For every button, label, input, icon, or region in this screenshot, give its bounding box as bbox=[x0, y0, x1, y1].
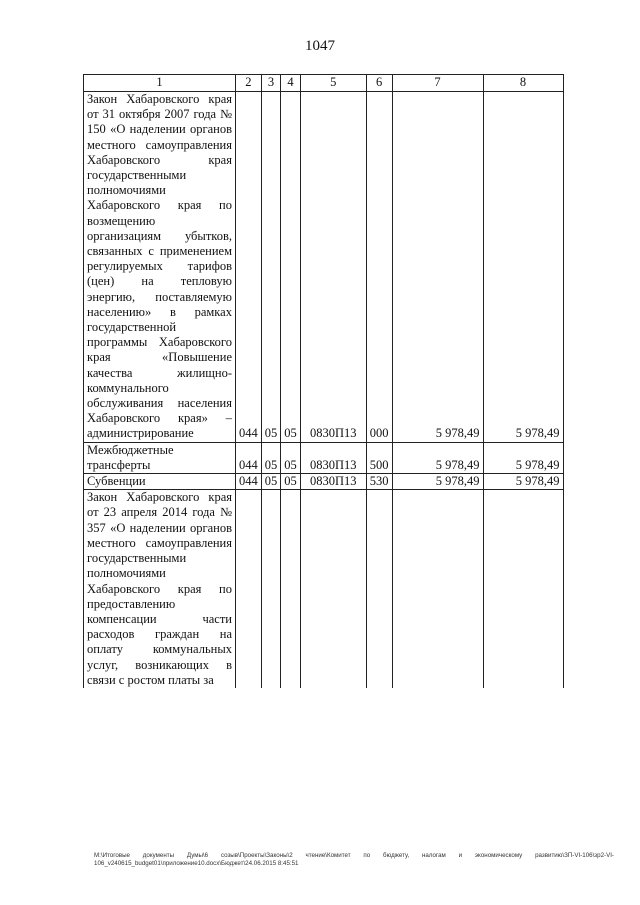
cell-target-article: 0830П13 bbox=[300, 92, 366, 443]
cell-amount-b: 5 978,49 bbox=[483, 92, 563, 443]
cell-code: 044 bbox=[236, 442, 262, 473]
cell-section: 05 bbox=[261, 474, 281, 490]
cell-amount-a: 5 978,49 bbox=[392, 474, 483, 490]
table-row bbox=[84, 490, 564, 688]
column-header: 2 bbox=[236, 75, 262, 92]
budget-table bbox=[83, 74, 564, 688]
page-number: 1047 bbox=[305, 38, 335, 54]
cell-target-article: 0830П13 bbox=[300, 474, 366, 490]
cell-section: 05 bbox=[261, 442, 281, 473]
row-name: Закон Хабаровского края от 31 октября 2007 года № 150 «О наделении органов местного самоуправления Хабаровского края государственными полномочиями Хабаровского края по возмещению организациям убытков, связанных с применением регулируемых тарифов (цен) на тепловую энергию, поставляемую населению» в рамках государственной программы Хабаровского края «Повышение качества жилищно- коммунального обслуживания населения Хабаровского края» – администрирование bbox=[84, 92, 236, 443]
column-header: 3 bbox=[261, 75, 281, 92]
column-header: 4 bbox=[281, 75, 301, 92]
cell-subsection bbox=[281, 490, 301, 688]
file-path-footer: M:\Итоговые документы Думы\6 созыв\Проекты\Законы\2 чтение\Комитет по бюджету, налогам и экономическому развитию\ЗП-VI-106\зр2-VI-106_v240615_budget01\приложение10.docx\Бюджет\24.06.2015 8:45:51 bbox=[94, 852, 614, 867]
cell-amount-a bbox=[392, 490, 483, 688]
cell-section bbox=[261, 490, 281, 688]
column-header: 1 bbox=[84, 75, 236, 92]
row-name: Межбюджетные трансферты bbox=[84, 442, 236, 473]
column-header: 7 bbox=[392, 75, 483, 92]
column-number-row bbox=[84, 75, 564, 92]
column-header: 8 bbox=[483, 75, 563, 92]
cell-amount-a: 5 978,49 bbox=[392, 442, 483, 473]
cell-expense-type: 530 bbox=[366, 474, 392, 490]
cell-section: 05 bbox=[261, 92, 281, 443]
cell-expense-type: 500 bbox=[366, 442, 392, 473]
cell-subsection: 05 bbox=[281, 474, 301, 490]
column-header: 6 bbox=[366, 75, 392, 92]
cell-amount-b: 5 978,49 bbox=[483, 442, 563, 473]
cell-subsection: 05 bbox=[281, 442, 301, 473]
cell-target-article: 0830П13 bbox=[300, 442, 366, 473]
table-row bbox=[84, 474, 564, 490]
cell-subsection: 05 bbox=[281, 92, 301, 443]
cell-amount-b bbox=[483, 490, 563, 688]
cell-code: 044 bbox=[236, 474, 262, 490]
cell-expense-type bbox=[366, 490, 392, 688]
cell-amount-b: 5 978,49 bbox=[483, 474, 563, 490]
row-name: Закон Хабаровского края от 23 апреля 2014 года № 357 «О наделении органов местного самоуправления государственными полномочиями Хабаровского края по предоставлению компенсации части расходов граждан на оплату коммунальных услуг, возникающих в связи с ростом платы за bbox=[84, 490, 236, 688]
table-row bbox=[84, 442, 564, 473]
column-header: 5 bbox=[300, 75, 366, 92]
cell-expense-type: 000 bbox=[366, 92, 392, 443]
cell-target-article bbox=[300, 490, 366, 688]
cell-code bbox=[236, 490, 262, 688]
cell-amount-a: 5 978,49 bbox=[392, 92, 483, 443]
cell-code: 044 bbox=[236, 92, 262, 443]
table-row bbox=[84, 92, 564, 443]
row-name: Субвенции bbox=[84, 474, 236, 490]
